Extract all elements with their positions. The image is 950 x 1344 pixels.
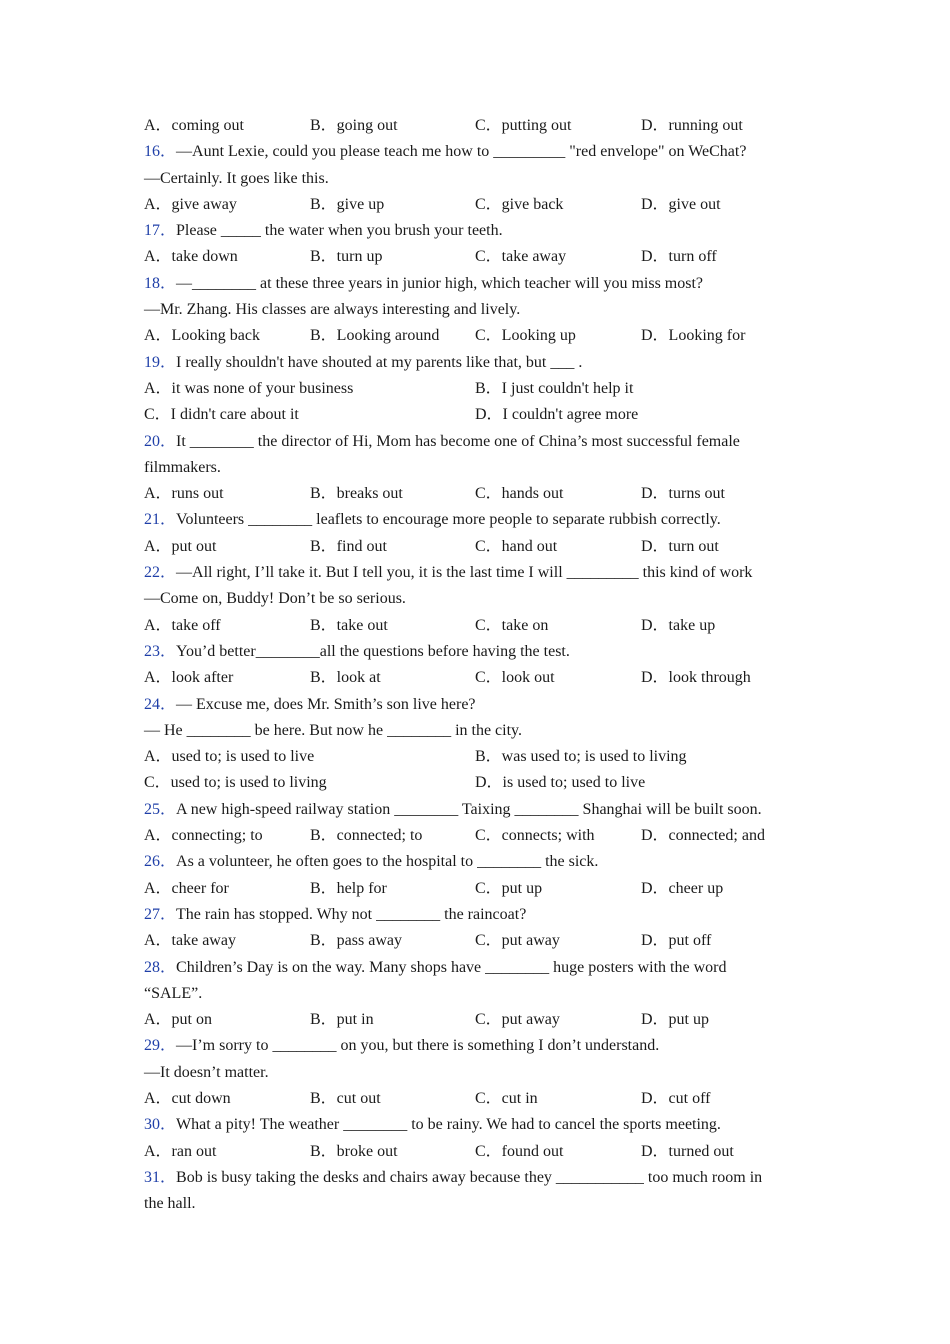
- question-text: Please _____ the water when you brush your teeth.: [176, 222, 503, 240]
- answer-option: A．runs out: [144, 485, 224, 503]
- answer-option: D．put off: [641, 932, 712, 950]
- question-text: — Excuse me, does Mr. Smith’s son live here?: [176, 695, 476, 713]
- question-text: —I’m sorry to ________ on you, but there is something I don’t understand.: [176, 1037, 660, 1055]
- question-text: Children’s Day is on the way. Many shops have ________ huge posters with the word: [176, 958, 727, 976]
- answer-option: B．connected; to: [310, 827, 423, 845]
- answer-option: C．cut in: [475, 1089, 538, 1107]
- question-text: —All right, I’ll take it. But I tell you, it is the last time I will _________ this kind of work: [176, 564, 753, 582]
- question-line: [144, 797, 804, 823]
- answer-option: C．take on: [475, 616, 549, 634]
- answer-option: B．going out: [310, 117, 398, 134]
- question-line: [144, 639, 804, 665]
- answer-option: C．used to; is used to living: [144, 774, 327, 792]
- question-line: [144, 1033, 804, 1059]
- answer-option: B．give up: [310, 195, 385, 213]
- options-row: [144, 823, 804, 849]
- answer-option: D．turns out: [641, 485, 726, 503]
- question-number: 30．: [144, 1116, 177, 1134]
- question-number: 19．: [144, 353, 177, 371]
- options-row: [144, 244, 804, 270]
- options-row: [144, 481, 804, 507]
- answer-option: A．cheer for: [144, 879, 229, 897]
- answer-option: B．look at: [310, 669, 381, 687]
- options-row: [144, 1007, 804, 1033]
- question-text: As a volunteer, he often goes to the hospital to ________ the sick.: [176, 853, 599, 871]
- answer-option: D．turned out: [641, 1142, 734, 1160]
- answer-option: B．Looking around: [310, 327, 440, 345]
- answer-option: D．is used to; used to live: [475, 774, 646, 792]
- options-row: [144, 376, 804, 402]
- answer-option: D．look through: [641, 669, 751, 687]
- options-row: [144, 1086, 804, 1112]
- answer-option: D．put up: [641, 1011, 710, 1029]
- answer-option: B．put in: [310, 1011, 374, 1029]
- answer-option: A．coming out: [144, 117, 244, 134]
- answer-option: C．Looking up: [475, 327, 576, 345]
- answer-option: D．running out: [641, 117, 743, 134]
- answer-option: C．found out: [475, 1142, 564, 1160]
- answer-option: C．I didn't care about it: [144, 406, 299, 424]
- answer-option: D．cheer up: [641, 879, 724, 897]
- question-line: [144, 1165, 804, 1191]
- question-line: [144, 902, 804, 928]
- question-text: What a pity! The weather ________ to be rainy. We had to cancel the sports meeting.: [176, 1116, 721, 1134]
- options-row: [144, 876, 804, 902]
- answer-option: D．take up: [641, 616, 716, 634]
- answer-option: B．broke out: [310, 1142, 398, 1160]
- answer-option: D．connected; and: [641, 827, 765, 845]
- answer-option: B．cut out: [310, 1089, 381, 1107]
- answer-option: C．look out: [475, 669, 555, 687]
- question-text: Bob is busy taking the desks and chairs away because they ___________ too much room in: [176, 1168, 763, 1186]
- answer-option: C．give back: [475, 195, 564, 213]
- answer-option: A．take off: [144, 616, 221, 634]
- answer-option: D．turn off: [641, 248, 717, 266]
- question-number: 20．: [144, 432, 177, 450]
- answer-option: D．turn out: [641, 537, 719, 555]
- answer-option: C．put up: [475, 879, 543, 897]
- answer-option: C．connects; with: [475, 827, 595, 845]
- answer-option: A．look after: [144, 669, 234, 687]
- answer-option: A．ran out: [144, 1142, 217, 1160]
- question-line: [144, 1112, 804, 1138]
- options-row: [144, 744, 804, 770]
- question-number: 28．: [144, 958, 177, 976]
- options-row: [144, 323, 804, 349]
- answer-option: A．give away: [144, 195, 237, 213]
- question-text: —Aunt Lexie, could you please teach me how to _________ "red envelope" on WeChat?: [176, 143, 747, 161]
- answer-option: A．connecting; to: [144, 827, 263, 845]
- continuation-line: — He ________ be here. But now he ________ in the city.: [144, 721, 523, 739]
- question-line: [144, 692, 804, 718]
- question-text: You’d better________all the questions before having the test.: [176, 642, 570, 660]
- answer-option: B．turn up: [310, 248, 383, 266]
- answer-option: B．was used to; is used to living: [475, 748, 687, 766]
- continuation-line: —Certainly. It goes like this.: [144, 169, 329, 187]
- answer-option: A．used to; is used to live: [144, 748, 315, 766]
- question-number: 25．: [144, 800, 177, 818]
- question-line: [144, 350, 804, 376]
- question-number: 31．: [144, 1168, 177, 1186]
- question-line: [144, 560, 804, 586]
- continuation-line: filmmakers.: [144, 458, 221, 476]
- answer-option: A．put on: [144, 1011, 213, 1029]
- answer-option: D．cut off: [641, 1089, 711, 1107]
- continuation-line: —It doesn’t matter.: [144, 1063, 269, 1081]
- options-row: [144, 613, 804, 639]
- question-text: It ________ the director of Hi, Mom has become one of China’s most successful female: [176, 432, 740, 450]
- question-line: [144, 139, 804, 165]
- continuation-line: “SALE”.: [144, 984, 203, 1002]
- answer-option: C．hand out: [475, 537, 558, 555]
- question-number: 17．: [144, 222, 177, 240]
- question-number: 21．: [144, 511, 177, 529]
- question-line: [144, 429, 804, 455]
- answer-option: B．take out: [310, 616, 388, 634]
- question-number: 23．: [144, 642, 177, 660]
- question-number: 27．: [144, 905, 177, 923]
- question-line: [144, 849, 804, 875]
- answer-option: A．cut down: [144, 1089, 231, 1107]
- options-row: [144, 402, 804, 428]
- continuation-line: —Mr. Zhang. His classes are always interesting and lively.: [144, 301, 521, 319]
- options-row: [144, 665, 804, 691]
- answer-option: B．breaks out: [310, 485, 403, 503]
- options-row: [144, 113, 804, 139]
- question-number: 16．: [144, 143, 177, 161]
- answer-option: C．putting out: [475, 117, 572, 134]
- question-number: 24．: [144, 695, 177, 713]
- answer-option: A．take away: [144, 932, 236, 950]
- question-text: —________ at these three years in junior high, which teacher will you miss most?: [176, 274, 704, 292]
- options-row: [144, 534, 804, 560]
- answer-option: D．I couldn't agree more: [475, 406, 639, 424]
- question-text: Volunteers ________ leaflets to encourage more people to separate rubbish correctly.: [176, 511, 721, 529]
- answer-option: B．find out: [310, 537, 387, 555]
- continuation-line: —Come on, Buddy! Don’t be so serious.: [144, 590, 406, 608]
- question-line: [144, 218, 804, 244]
- answer-option: C．put away: [475, 1011, 560, 1029]
- options-row: [144, 928, 804, 954]
- question-text: A new high-speed railway station ________ Taixing ________ Shanghai will be built soon.: [176, 800, 762, 818]
- options-row: [144, 770, 804, 796]
- answer-option: C．put away: [475, 932, 560, 950]
- options-row: [144, 192, 804, 218]
- question-number: 18．: [144, 274, 177, 292]
- question-line: [144, 955, 804, 981]
- continuation-line: the hall.: [144, 1195, 196, 1213]
- answer-option: A．put out: [144, 537, 217, 555]
- answer-option: A．Looking back: [144, 327, 260, 345]
- question-line: [144, 271, 804, 297]
- question-number: 22．: [144, 564, 177, 582]
- answer-option: A．it was none of your business: [144, 379, 354, 397]
- question-number: 29．: [144, 1037, 177, 1055]
- answer-option: B．pass away: [310, 932, 402, 950]
- question-line: [144, 507, 804, 533]
- options-row: [144, 1139, 804, 1165]
- question-number: 26．: [144, 853, 177, 871]
- answer-option: C．take away: [475, 248, 567, 266]
- answer-option: D．give out: [641, 195, 721, 213]
- answer-option: D．Looking for: [641, 327, 746, 345]
- answer-option: A．take down: [144, 248, 238, 266]
- answer-option: C．hands out: [475, 485, 564, 503]
- exam-document: [144, 113, 804, 1217]
- answer-option: B．I just couldn't help it: [475, 379, 634, 397]
- answer-option: B．help for: [310, 879, 387, 897]
- question-text: The rain has stopped. Why not ________ the raincoat?: [176, 905, 527, 923]
- question-text: I really shouldn't have shouted at my parents like that, but ___ .: [176, 353, 583, 371]
